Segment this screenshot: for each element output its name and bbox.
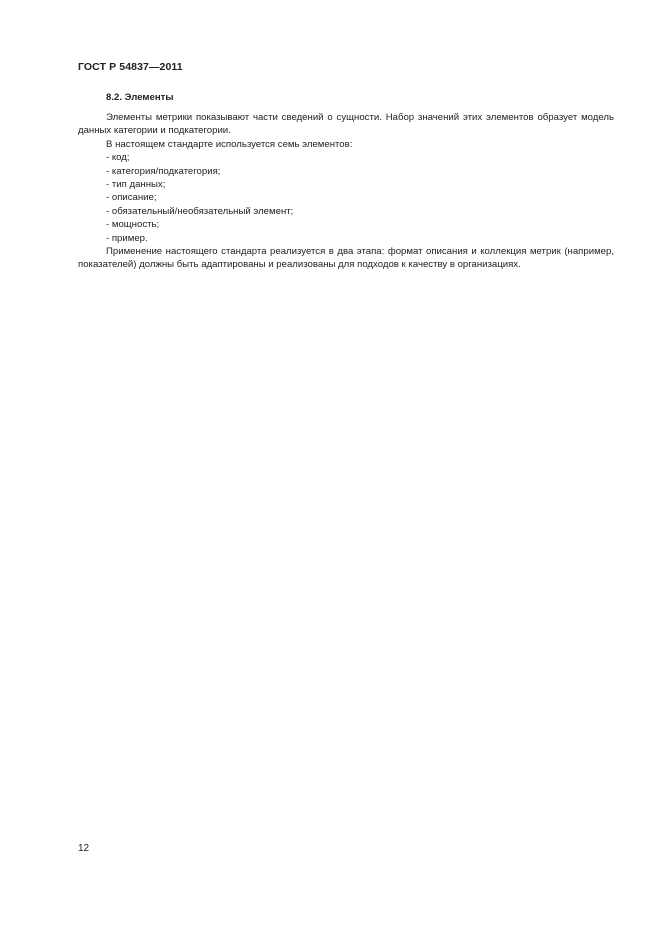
list-item: - тип данных; xyxy=(106,178,166,190)
list-item: - описание; xyxy=(106,192,157,204)
list-item: - пример. xyxy=(106,232,148,244)
page-number: 12 xyxy=(78,843,90,854)
paragraph-elements-description: Элементы метрики показывают части сведений о сущности. Набор значений этих элементов образует модель данных категории и подкатегории. xyxy=(78,111,614,137)
standard-code-header: ГОСТ Р 54837—2011 xyxy=(78,61,183,73)
paragraph-application: Применение настоящего стандарта реализуется в два этапа: формат описания и коллекция метрик (например, показателей) должны быть адаптированы и реализованы для подходов к качеству в организациях. xyxy=(78,245,614,271)
list-item: - обязательный/необязательный элемент; xyxy=(106,205,294,217)
list-item: - мощность; xyxy=(106,219,160,231)
section-content xyxy=(78,91,614,272)
list-item: - код; xyxy=(106,152,130,164)
section-title: 8.2. Элементы xyxy=(106,92,174,103)
paragraph-elements-count: В настоящем стандарте используется семь элементов: xyxy=(106,138,353,150)
list-item: - категория/подкатегория; xyxy=(106,165,221,177)
